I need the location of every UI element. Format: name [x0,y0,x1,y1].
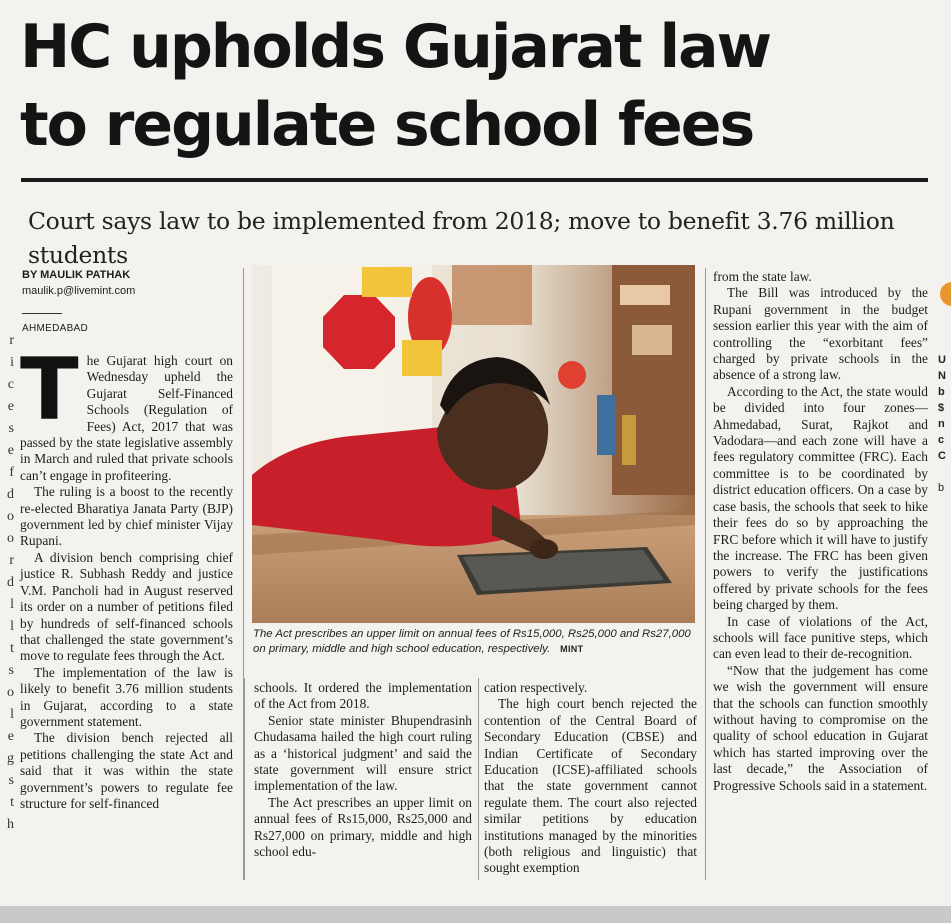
paragraph: A division bench comprising chief justice R. Subhash Reddy and justice V.M. Pancholi had in August reserved its order on a number of petitions filed by hundreds of self-financed schools that challenged the state government’s move to regulate fees through the Act. [20,549,233,664]
fragment-char: b [938,386,945,398]
fragment-char: r [9,333,14,348]
paragraph: Senior state minister Bhupendrasinh Chudasama hailed the high court ruling as a ‘historical judgment’ and said the state government will ensure strict implementation of the law. [254,712,472,794]
cropped-left-column [0,330,14,890]
fragment-char: s [8,773,14,788]
caption-text: The Act prescribes an upper limit on annual fees of Rs15,000, Rs25,000 and Rs27,000 on primary, middle and high school education, respectively. [253,628,691,655]
column-divider [478,678,479,880]
paragraph: “Now that the judgement has come we wish the government will ensure that the schools can function smoothly without having to compromise on the quality of school education in Gujarat which has started improving over the last decade,” the Association of Progressive Schools said in a statement. [713,662,928,793]
fragment-char: l [10,707,14,722]
headline-line-1: HC upholds Gujarat law [20,12,771,82]
cropped-graphic-circle [940,282,951,306]
paragraph: cation respectively. [484,680,588,695]
fragment-char: c [7,377,14,392]
byline: BY MAULIK PATHAK [22,269,131,281]
headline-rule [21,178,928,182]
fragment-char: t [10,641,14,656]
paragraph: The division bench rejected all petitions challenging the state Act and said that it was within the state government’s powers to regulate fee structure for self-financed [20,730,233,811]
fragment-char: n [938,418,945,430]
article-photo [252,265,695,623]
paragraph: from the state law. [713,269,812,284]
fragment-char: h [7,817,14,832]
fragment-char: $ [938,402,945,414]
fragment-char: r [9,553,14,568]
fragment-char: o [7,509,14,524]
photo-illustration [252,265,695,623]
paragraph: The ruling is a boost to the recently re-elected Bharatiya Janata Party (BJP) government led by chief minister Vijay Rupani. [20,484,233,549]
fragment-char: i [10,355,14,370]
headline-line-2: to regulate school fees [20,90,754,160]
column-divider [244,678,245,880]
fragment-char: g [7,751,14,766]
fragment-char: d [7,575,14,590]
fragment-char: U [938,354,946,366]
column-divider [705,268,706,880]
fragment-char: o [7,531,14,546]
paragraph: The implementation of the law is likely to benefit 3.76 million students in Gujarat, according to a state government statement. [20,664,233,729]
fragment-char: N [938,370,946,382]
fragment-char: f [9,465,14,480]
paragraph: The Act prescribes an upper limit on annual fees of Rs15,000, Rs25,000 and Rs27,000 on primary, middle and high school edu- [254,794,472,860]
bottom-scan-edge [0,906,951,923]
byline-rule [22,313,62,314]
cropped-right-column [938,352,951,496]
article-column-4 [713,269,928,794]
paragraph: In case of violations of the Act, schools will face punitive steps, which can even lead to their de-recognition. [713,613,928,662]
fragment-char: e [7,443,14,458]
paragraph: The high court bench rejected the contention of the Central Board of Secondary Education (CBSE) and Indian Certificate of Secondary Education (ICSE)-affiliated schools that the state government cannot regulate them. The court also rejected similar petitions by education institutions managed by the minorities (both religious and linguistic) that sought exemption [484,696,697,876]
paragraph: schools. It ordered the implementation of the Act from 2018. [254,680,472,712]
fragment-char: l [10,619,14,634]
article-column-3 [484,680,697,877]
fragment-char: b [938,482,945,494]
drop-cap: T [20,340,79,440]
photo-caption [253,627,693,657]
fragment-char [938,464,951,480]
byline-block [22,268,232,336]
fragment-char: s [8,663,14,678]
subheadline: Court says law to be implemented from 2018; move to benefit 3.76 million students [28,207,895,269]
fragment-char: c [938,434,945,446]
photo-credit: MINT [560,644,584,654]
fragment-char: o [7,685,14,700]
fragment-char: l [10,597,14,612]
fragment-char: C [938,450,946,462]
paragraph: The Bill was introduced by the Rupani government in the budget session earlier this year with the aim of controlling the “exorbitant fees” charged by private schools in the absence of a strong law. [713,285,928,383]
fragment-char: t [10,795,14,810]
fragment-char: s [8,421,14,436]
paragraph [20,340,233,484]
fragment-char: e [7,399,14,414]
article-column-1 [20,340,233,812]
author-email: maulik.p@livemint.com [22,285,136,297]
paragraph: According to the Act, the state would be divided into four zones—Ahmedabad, Surat, Rajkot and Vadodara—and each zone will have a fees regulatory committee (FRC). Each committee is to be coordinated by district education officers. On a case by case basis, the schools that seek to hike their fees do so by approaching the FRC before which it will have to justify the increase. The FRC has been given powers to verify the justifications offered by private schools for the fees being charged by them. [713,383,928,613]
fragment-char: e [7,729,14,744]
headline [20,8,920,164]
paragraph-text: he Gujarat high court on Wednesday upheld the Gujarat Self-Financed Schools (Regulation of Fees) Act, 2017 that was passed by the state legislative assembly in March and ruled that private schools can’t engage in profiteering. [20,353,233,483]
article-column-2 [254,680,472,860]
dateline: AHMEDABAD [22,323,89,334]
fragment-char: d [7,487,14,502]
